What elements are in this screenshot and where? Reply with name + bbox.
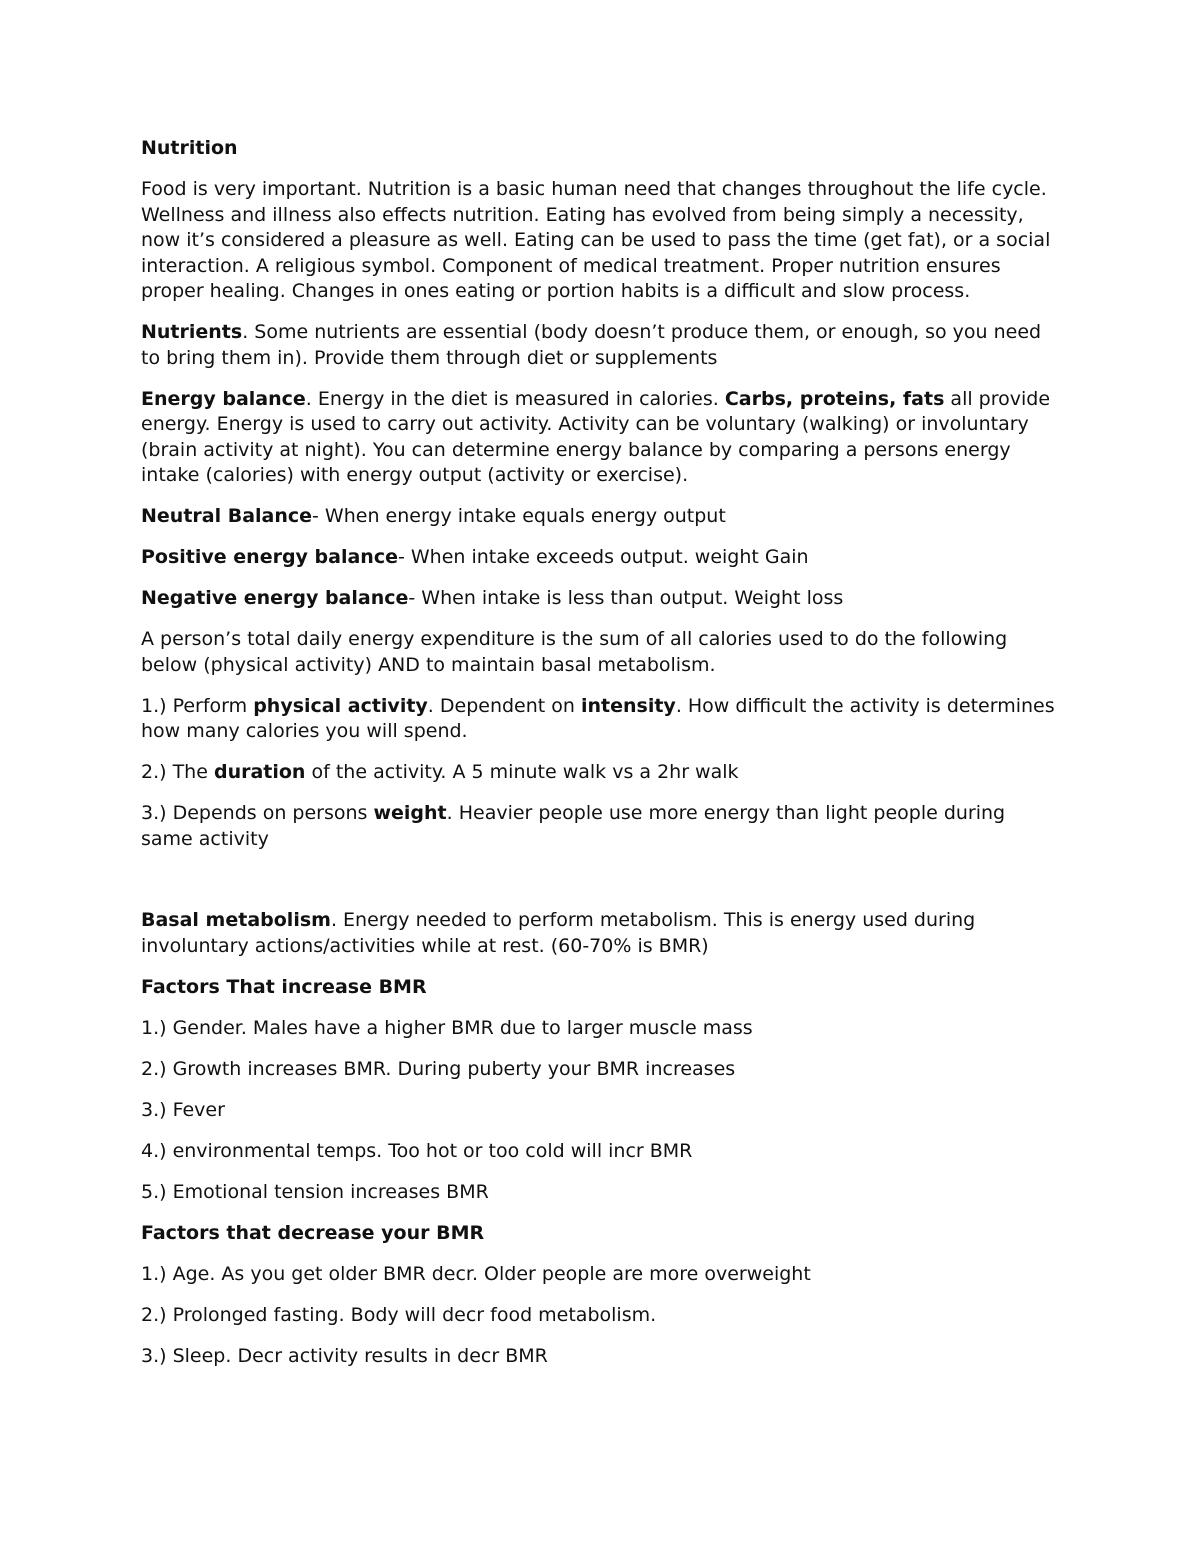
- nutrients-paragraph: [141, 320, 1061, 371]
- negative-balance-term: Negative energy balance: [141, 587, 409, 609]
- carbs-term: Carbs: [724, 387, 786, 410]
- increase-item: 3.) Fever: [141, 1098, 225, 1121]
- increase-item: 4.) environmental temps. Too hot or too cold will incr BMR: [141, 1139, 693, 1162]
- proteins-term: proteins: [799, 387, 890, 410]
- comma-1: ,: [785, 387, 800, 410]
- nutrients-text: . Some nutrients are essential (body doesn’t produce them, or enough, so you need to bring them in). Provide them through diet or supplements: [141, 321, 1042, 369]
- basal-metabolism-text: . Energy needed to perform metabolism. This is energy used during involuntary actions/activities while at rest. (60-70% is BMR): [141, 909, 976, 957]
- item1-mid: . Dependent on: [427, 694, 581, 717]
- basal-metabolism-paragraph: [141, 908, 1061, 959]
- decrease-item: 1.) Age. As you get older BMR decr. Older people are more overweight: [141, 1262, 811, 1285]
- positive-balance-paragraph: [141, 545, 1061, 571]
- fats-term: fats: [902, 387, 945, 410]
- item1-pre: 1.) Perform: [141, 694, 254, 717]
- positive-balance-text: - When intake exceeds output. weight Gain: [397, 546, 809, 568]
- document-title: Nutrition: [141, 137, 238, 159]
- increase-item: 5.) Emotional tension increases BMR: [141, 1180, 489, 1203]
- energy-balance-text-2: all provide energy. Energy is used to carry out activity. Activity can be voluntary (walking) or involuntary (brain activity at night). You can determine energy balance by comparing a persons energy intake (calories) with energy output (activity or exercise).: [141, 387, 1051, 486]
- negative-balance-paragraph: [141, 586, 1061, 612]
- document-page: [141, 136, 1061, 1385]
- expenditure-item-1: [141, 694, 1061, 745]
- expenditure-paragraph: A person’s total daily energy expenditure is the sum of all calories used to do the following below (physical activity) AND to maintain basal metabolism.: [141, 628, 1008, 676]
- neutral-balance-term: Neutral Balance: [141, 505, 313, 527]
- energy-balance-term: Energy balance: [141, 387, 306, 410]
- item1-post: . How difficult the activity is determines how many calories you will spend.: [141, 694, 1055, 742]
- weight-term: weight: [373, 802, 447, 824]
- item3-post: . Heavier people use more energy than light people during same activity: [141, 802, 1006, 850]
- increase-item: 2.) Growth increases BMR. During puberty your BMR increases: [141, 1057, 736, 1080]
- item2-pre: 2.) The: [141, 761, 214, 783]
- expenditure-item-2: [141, 760, 1061, 786]
- item2-post: of the activity. A 5 minute walk vs a 2hr walk: [305, 761, 739, 783]
- basal-metabolism-term: Basal metabolism: [141, 909, 331, 931]
- decrease-bmr-heading: [141, 1221, 1061, 1247]
- neutral-balance-text: - When energy intake equals energy output: [312, 505, 726, 527]
- physical-activity-term: physical activity: [253, 694, 428, 717]
- negative-balance-text: - When intake is less than output. Weight loss: [408, 587, 844, 609]
- increase-bmr-heading-text: Factors That increase BMR: [141, 975, 427, 998]
- decrease-item: 3.) Sleep. Decr activity results in decr BMR: [141, 1344, 548, 1367]
- decrease-item: 2.) Prolonged fasting. Body will decr food metabolism.: [141, 1303, 657, 1326]
- energy-balance-text-1: . Energy in the diet is measured in calories.: [305, 387, 725, 410]
- expenditure-item-3: [141, 801, 1061, 852]
- increase-item: 1.) Gender. Males have a higher BMR due to larger muscle mass: [141, 1016, 753, 1039]
- neutral-balance-paragraph: [141, 504, 1061, 530]
- item3-pre: 3.) Depends on persons: [141, 802, 374, 824]
- nutrients-term: Nutrients: [141, 321, 243, 343]
- intro-paragraph: Food is very important. Nutrition is a basic human need that changes throughout the life cycle. Wellness and illness also effects nutrition. Eating has evolved from being simply a necessity, now it’s considered a pleasure as well. Eating can be used to pass the time (get fat), or a social interaction. A religious symbol. Component of medical treatment. Proper nutrition ensures proper healing. Changes in ones eating or portion habits is a difficult and slow process.: [141, 178, 1051, 302]
- duration-term: duration: [213, 761, 306, 783]
- comma-2: ,: [889, 387, 903, 410]
- positive-balance-term: Positive energy balance: [141, 546, 398, 568]
- increase-bmr-heading: [141, 975, 1061, 1001]
- energy-balance-paragraph: [141, 387, 1061, 489]
- intensity-term: intensity: [580, 694, 676, 717]
- decrease-bmr-heading-text: Factors that decrease your BMR: [141, 1221, 485, 1244]
